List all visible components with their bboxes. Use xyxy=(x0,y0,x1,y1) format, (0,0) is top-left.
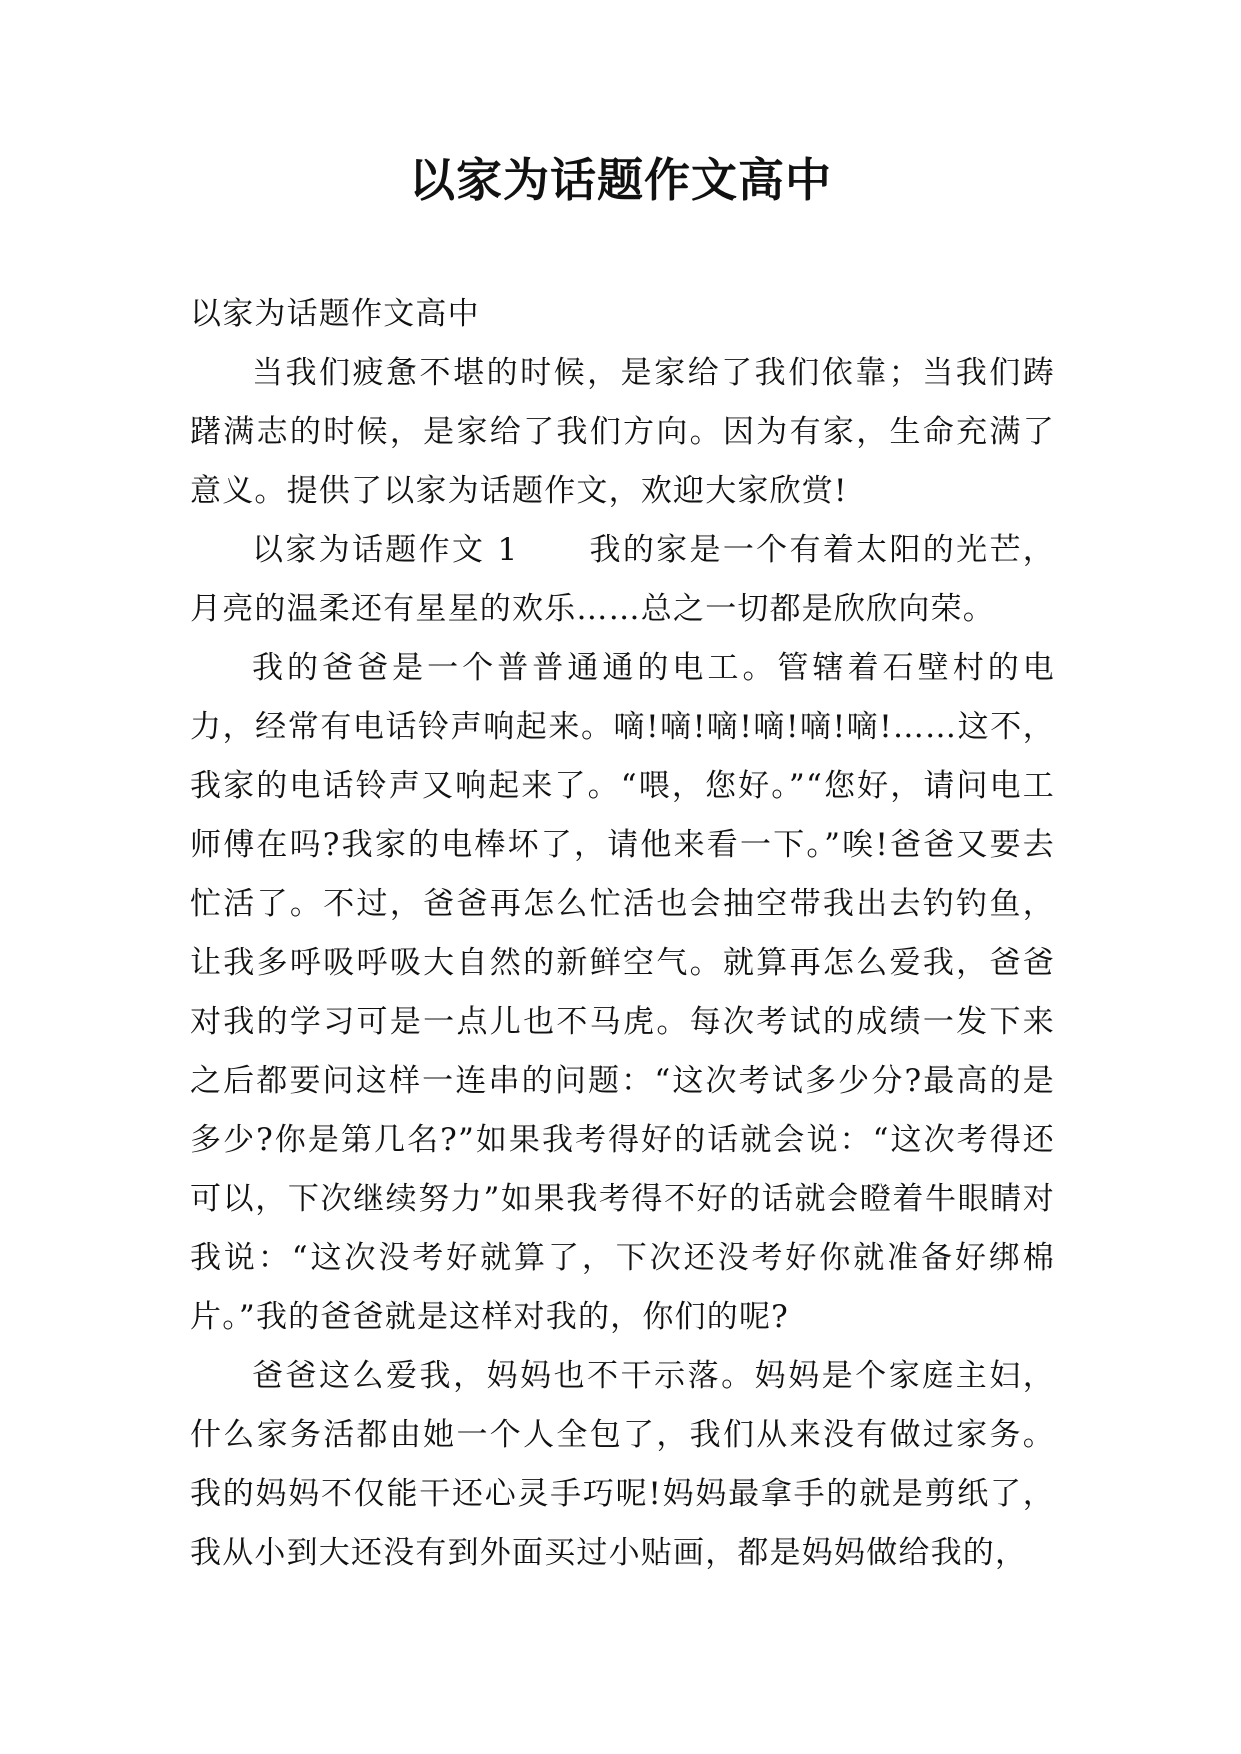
essay-1-paragraph xyxy=(190,521,1055,639)
mother-paragraph: 爸爸这么爱我，妈妈也不干示落。妈妈是个家庭主妇，什么家务活都由她一个人全包了，我们从来没有做过家务。我的妈妈不仅能干还心灵手巧呢!妈妈最拿手的就是剪纸了，我从小到大还没有到外面买过小贴画，都是妈妈做给我的， xyxy=(190,1358,1055,1571)
intro-paragraph: 当我们疲惫不堪的时候，是家给了我们依靠；当我们踌躇满志的时候，是家给了我们方向。因为有家，生命充满了意义。提供了以家为话题作文，欢迎大家欣赏! xyxy=(190,355,1055,509)
essay-1-heading: 以家为话题作文 1 xyxy=(252,532,519,568)
document-body xyxy=(190,285,1055,1583)
father-paragraph: 我的爸爸是一个普普通通的电工。管辖着石壁村的电力，经常有电话铃声响起来。嘀!嘀!嘀!嘀!嘀!嘀!……这不，我家的电话铃声又响起来了。“喂，您好。”“您好，请问电工师傅在吗?我家的电棒坏了，请他来看一下。”唉!爸爸又要去忙活了。不过，爸爸再怎么忙活也会抽空带我出去钓钓鱼，让我多呼吸呼吸大自然的新鲜空气。就算再怎么爱我，爸爸对我的学习可是一点儿也不马虎。每次考试的成绩一发下来之后都要问这样一连串的问题：“这次考试多少分?最高的是多少?你是第几名?”如果我考得好的话就会说：“这次考得还可以，下次继续努力”如果我考得不好的话就会瞪着牛眼睛对我说：“这次没考好就算了，下次还没考好你就准备好绑棉片。”我的爸爸就是这样对我的，你们的呢? xyxy=(190,650,1055,1335)
document-subtitle: 以家为话题作文高中 xyxy=(190,296,480,332)
document-title: 以家为话题作文高中 xyxy=(409,153,832,207)
essay-1-text: 我的家是一个有着太阳的光芒，月亮的温柔还有星星的欢乐……总之一切都是欣欣向荣。 xyxy=(190,532,1055,627)
